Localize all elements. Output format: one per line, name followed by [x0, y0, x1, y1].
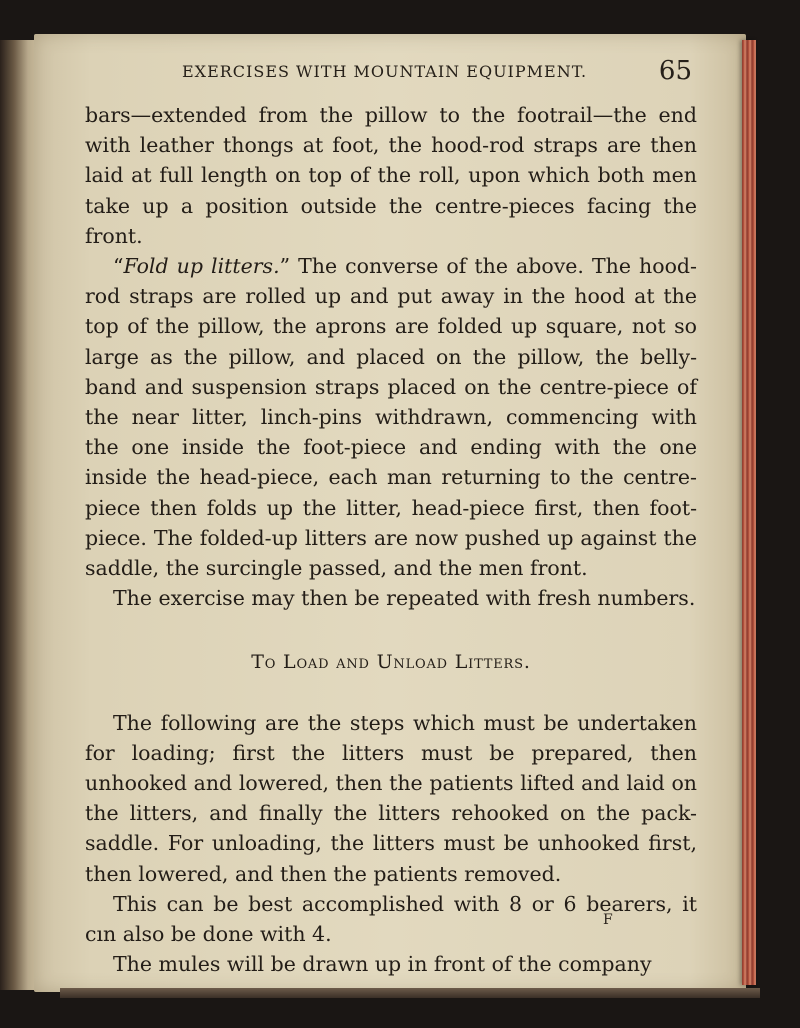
body-text [85, 100, 697, 979]
section-heading-text: To Load and Unload Litters. [251, 651, 531, 674]
book-bottom-edge [60, 988, 760, 998]
paragraph-steps: The following are the steps which must be undertaken for loading; first the litters must be prepared, then unhooked and lowered, then the patients lifted and laid on the litters, and finally the litters rehooked on the pack-saddle. For unloading, the litters must be unhooked first, then lowered, and then the patients removed. [85, 710, 697, 886]
paragraph-continued: bars—extended from the pillow to the footrail—the end with leather thongs at foot, the hood-rod straps are then laid at full length on top of the roll, upon which both men take up a position outside the centre-pieces facing the front. [85, 103, 697, 248]
page-number: 65 [658, 56, 692, 86]
paragraph-fold-up-litters [85, 251, 697, 583]
paragraph-bearers: This can be best accomplished with 8 or 6 bearers, it cın also be done with 4. [85, 891, 697, 947]
running-head: EXERCISES WITH MOUNTAIN EQUIPMENT. [182, 62, 588, 81]
paragraph-text: The converse of the above. The hood-rod straps are rolled up and put away in the hood at the top of the pillow, the aprons are folded up square, not so large as the pillow, and placed on the pillow, the belly-band and suspension straps placed on the centre-piece of the near litter, linch-pins withdrawn, commencing with the one inside the foot-piece and ending with the one inside the head-piece, each man returning to the centre-piece then folds up the litter, head-piece first, then foot-piece. The folded-up litters are now pushed up against the saddle, the surcingle passed, and the men front. [85, 254, 697, 581]
signature-mark: F [603, 912, 613, 928]
open-quote: “ [113, 254, 124, 279]
italic-command: Fold up litters. [123, 254, 280, 279]
page-edges-red [742, 40, 756, 985]
close-quote: ” [279, 254, 291, 279]
section-heading [85, 647, 697, 677]
paragraph-repeat: The exercise may then be repeated with fresh numbers. [113, 586, 696, 611]
paragraph-mules: The mules will be drawn up in front of the company [113, 952, 652, 977]
